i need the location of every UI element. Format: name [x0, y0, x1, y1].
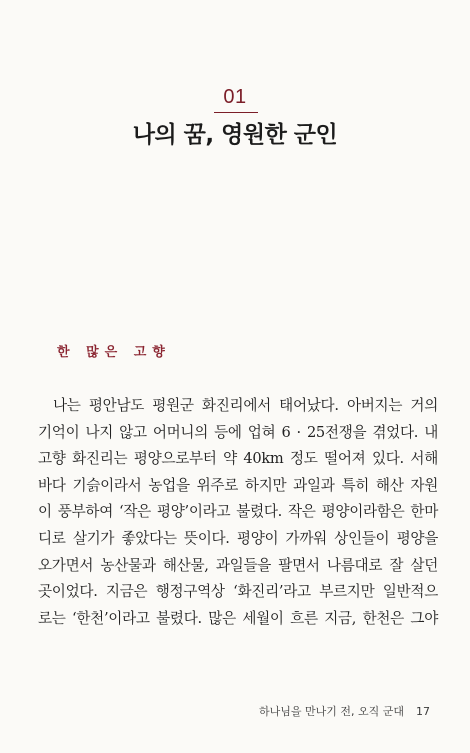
page-footer	[259, 703, 430, 719]
chapter-title: 나의 꿈, 영원한 군인	[132, 122, 338, 148]
body-line: 로는 ‘한천’이라고 불렸다. 많은 세월이 흐른 지금, 한천은 그야	[38, 609, 438, 627]
body-text	[38, 393, 438, 632]
running-title: 하나님을 만나기 전, 오직 군대	[259, 705, 404, 718]
body-line: 나는 평안남도 평원군 화진리에서 태어났다. 아버지는 거의	[53, 397, 438, 414]
body-line: 오가면서 농산물과 해산물, 과일들을 팔면서 나름대로 잘 살던	[38, 556, 438, 574]
body-line: 곳이었다. 지금은 행정구역상 ‘화진리’라고 부르지만 일반적으	[38, 583, 438, 601]
chapter-number: 01	[223, 86, 247, 108]
body-line: 바다 기슭이라서 농업을 위주로 하지만 과일과 특히 해산 자원	[38, 476, 438, 494]
section-heading: 한 많은 고향	[57, 345, 171, 360]
body-line: 고향 화진리는 평양으로부터 약 40km 정도 떨어져 있다. 서해	[38, 450, 438, 468]
page-number: 17	[416, 705, 430, 718]
body-line: 디로 살기가 좋았다는 뜻이다. 평양이 가까워 상인들이 평양을	[38, 529, 438, 547]
body-line: 기억이 나지 않고 어머니의 등에 업혀 6 · 25전쟁을 겪었다. 내	[38, 423, 438, 441]
body-line: 이 풍부하여 ‘작은 평양’이라고 불렸다. 작은 평양이라함은 한마	[38, 503, 438, 521]
chapter-rule	[214, 112, 258, 113]
